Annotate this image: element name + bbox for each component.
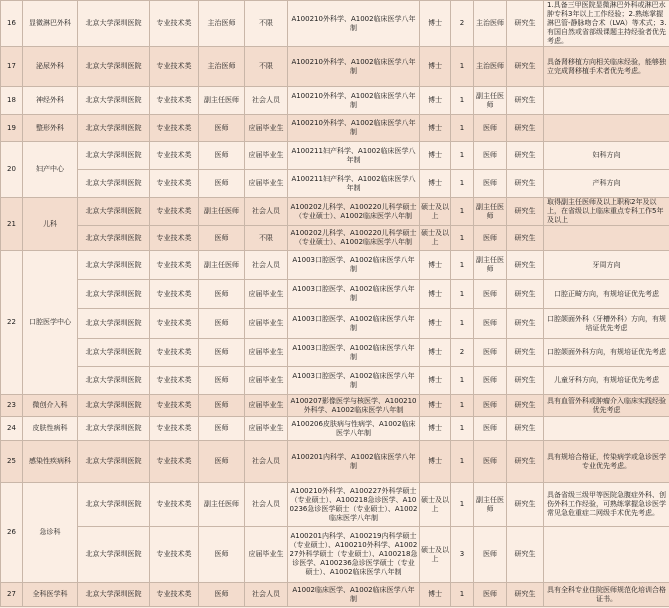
education: 博士 — [420, 309, 451, 339]
headcount: 1 — [451, 226, 474, 251]
headcount: 3 — [451, 527, 474, 583]
department: 儿科 — [23, 198, 78, 251]
rank: 主治医师 — [474, 47, 507, 87]
degree: 研究生 — [507, 47, 544, 87]
headcount: 1 — [451, 441, 474, 483]
applicant-scope: 应届毕业生 — [245, 280, 288, 309]
applicant-scope: 应届毕业生 — [245, 367, 288, 395]
headcount: 1 — [451, 251, 474, 280]
post-title: 副主任医师 — [199, 483, 245, 527]
department: 神经外科 — [23, 87, 78, 115]
requirements — [544, 527, 669, 583]
rank: 医师 — [474, 417, 507, 441]
degree: 研究生 — [507, 395, 544, 417]
employer: 北京大学深圳医院 — [78, 170, 150, 198]
applicant-scope: 不限 — [245, 1, 288, 47]
applicant-scope: 不限 — [245, 47, 288, 87]
applicant-scope: 应届毕业生 — [245, 142, 288, 170]
rank: 医师 — [474, 583, 507, 607]
employer: 北京大学深圳医院 — [78, 339, 150, 367]
requirements: 牙周方向 — [544, 251, 669, 280]
degree: 研究生 — [507, 583, 544, 607]
row-number: 22 — [1, 251, 23, 395]
applicant-scope: 应届毕业生 — [245, 115, 288, 142]
rank: 医师 — [474, 527, 507, 583]
employer: 北京大学深圳医院 — [78, 309, 150, 339]
post-type: 专业技术类 — [150, 527, 199, 583]
headcount: 1 — [451, 115, 474, 142]
row-number: 24 — [1, 417, 23, 441]
applicant-scope: 应届毕业生 — [245, 339, 288, 367]
degree: 研究生 — [507, 527, 544, 583]
headcount: 2 — [451, 339, 474, 367]
degree: 研究生 — [507, 251, 544, 280]
headcount: 1 — [451, 47, 474, 87]
post-type: 专业技术类 — [150, 198, 199, 226]
row-number: 19 — [1, 115, 23, 142]
major: A100210外科学、A1002临床医学八年制 — [288, 115, 420, 142]
degree: 研究生 — [507, 142, 544, 170]
employer: 北京大学深圳医院 — [78, 198, 150, 226]
post-type: 专业技术类 — [150, 583, 199, 607]
requirements — [544, 417, 669, 441]
headcount: 1 — [451, 87, 474, 115]
major: A1003口腔医学、A1002临床医学八年制 — [288, 309, 420, 339]
row-number: 21 — [1, 198, 23, 251]
rank: 医师 — [474, 115, 507, 142]
applicant-scope: 社会人员 — [245, 441, 288, 483]
post-type: 专业技术类 — [150, 47, 199, 87]
employer: 北京大学深圳医院 — [78, 87, 150, 115]
requirements: 具有血管外科或肿瘤介入临床实践经验优先考虑 — [544, 395, 669, 417]
degree: 研究生 — [507, 441, 544, 483]
education: 博士 — [420, 115, 451, 142]
post-type: 专业技术类 — [150, 441, 199, 483]
requirements: 1.具备三甲医院显微淋巴外科或淋巴水肿专科3年以上工作经验；2.熟练掌握淋巴管-静脉吻合术（LVA）等术式；3.有国自然或省部级课题主持经验者优先考虑。 — [544, 1, 669, 47]
post-title: 医师 — [199, 367, 245, 395]
degree: 研究生 — [507, 226, 544, 251]
degree: 研究生 — [507, 198, 544, 226]
degree: 研究生 — [507, 339, 544, 367]
department: 整形外科 — [23, 115, 78, 142]
post-title: 副主任医师 — [199, 87, 245, 115]
headcount: 1 — [451, 367, 474, 395]
post-title: 医师 — [199, 170, 245, 198]
degree: 研究生 — [507, 309, 544, 339]
degree: 研究生 — [507, 170, 544, 198]
rank: 医师 — [474, 395, 507, 417]
row-number: 23 — [1, 395, 23, 417]
requirements: 具备肾移植方向相关临床经验，能够独立完成肾移植手术者优先考虑。 — [544, 47, 669, 87]
post-title: 医师 — [199, 395, 245, 417]
degree: 研究生 — [507, 367, 544, 395]
requirements: 产科方向 — [544, 170, 669, 198]
headcount: 1 — [451, 483, 474, 527]
education: 博士 — [420, 441, 451, 483]
post-title: 医师 — [199, 583, 245, 607]
degree: 研究生 — [507, 417, 544, 441]
post-type: 专业技术类 — [150, 367, 199, 395]
department: 全科医学科 — [23, 583, 78, 607]
employer: 北京大学深圳医院 — [78, 280, 150, 309]
department: 微创介入科 — [23, 395, 78, 417]
requirements: 口腔正畸方向，有规培证优先考虑 — [544, 280, 669, 309]
major: A100210外科学、A1002临床医学八年制 — [288, 87, 420, 115]
major: A100202儿科学、A100220儿科学硕士（专业硕士）、A1002临床医学八年制 — [288, 226, 420, 251]
major: A100207影像医学与核医学、A100210外科学、A1002临床医学八年制 — [288, 395, 420, 417]
rank: 医师 — [474, 339, 507, 367]
rank: 副主任医师 — [474, 87, 507, 115]
post-type: 专业技术类 — [150, 170, 199, 198]
requirements: 妇科方向 — [544, 142, 669, 170]
post-type: 专业技术类 — [150, 339, 199, 367]
headcount: 1 — [451, 417, 474, 441]
rank: 医师 — [474, 441, 507, 483]
employer: 北京大学深圳医院 — [78, 142, 150, 170]
employer: 北京大学深圳医院 — [78, 115, 150, 142]
headcount: 1 — [451, 395, 474, 417]
post-type: 专业技术类 — [150, 309, 199, 339]
employer: 北京大学深圳医院 — [78, 527, 150, 583]
headcount: 1 — [451, 198, 474, 226]
degree: 研究生 — [507, 87, 544, 115]
row-number: 26 — [1, 483, 23, 583]
education: 博士 — [420, 1, 451, 47]
post-title: 主治医师 — [199, 47, 245, 87]
post-title: 医师 — [199, 280, 245, 309]
education: 博士 — [420, 395, 451, 417]
major: A100210外科学、A100227外科学硕士（专业硕士）、A100218急诊医学、A100236急诊医学硕士（专业硕士）、A1002临床医学八年制 — [288, 483, 420, 527]
post-title: 医师 — [199, 142, 245, 170]
post-type: 专业技术类 — [150, 395, 199, 417]
requirements — [544, 115, 669, 142]
education: 博士 — [420, 170, 451, 198]
major: A1003口腔医学、A1002临床医学八年制 — [288, 339, 420, 367]
rank: 医师 — [474, 142, 507, 170]
row-number: 17 — [1, 47, 23, 87]
degree: 研究生 — [507, 115, 544, 142]
rank: 医师 — [474, 367, 507, 395]
employer: 北京大学深圳医院 — [78, 226, 150, 251]
row-number: 16 — [1, 1, 23, 47]
requirements: 具有规培合格证，传染病学或急诊医学专业优先考虑。 — [544, 441, 669, 483]
rank: 医师 — [474, 280, 507, 309]
applicant-scope: 应届毕业生 — [245, 527, 288, 583]
applicant-scope: 不限 — [245, 226, 288, 251]
major: A1003口腔医学、A1002临床医学八年制 — [288, 367, 420, 395]
employer: 北京大学深圳医院 — [78, 1, 150, 47]
headcount: 1 — [451, 142, 474, 170]
post-type: 专业技术类 — [150, 115, 199, 142]
major: A1002临床医学、A1002临床医学八年制 — [288, 583, 420, 607]
post-title: 主治医师 — [199, 1, 245, 47]
employer: 北京大学深圳医院 — [78, 395, 150, 417]
applicant-scope: 社会人员 — [245, 87, 288, 115]
education: 硕士及以上 — [420, 198, 451, 226]
education: 硕士及以上 — [420, 527, 451, 583]
department: 口腔医学中心 — [23, 251, 78, 395]
requirements: 具有全科专业住院医师规范化培训合格证书。 — [544, 583, 669, 607]
major: A100211妇产科学、A1002临床医学八年制 — [288, 170, 420, 198]
applicant-scope: 社会人员 — [245, 483, 288, 527]
education: 博士 — [420, 251, 451, 280]
post-type: 专业技术类 — [150, 1, 199, 47]
major: A100211妇产科学、A1002临床医学八年制 — [288, 142, 420, 170]
education: 博士 — [420, 142, 451, 170]
post-type: 专业技术类 — [150, 280, 199, 309]
requirements: 取得副主任医师及以上职称2年及以上，在省级以上临床重点专科工作5年及以上 — [544, 198, 669, 226]
education: 博士 — [420, 87, 451, 115]
education: 硕士及以上 — [420, 483, 451, 527]
table-body — [1, 1, 669, 607]
education: 博士 — [420, 417, 451, 441]
rank: 医师 — [474, 309, 507, 339]
requirements: 具备省级三级甲等医院急腹症外科、创伤外科工作经验，可熟练掌握急诊医学常见急危重症二网级手术优先考虑。 — [544, 483, 669, 527]
post-title: 医师 — [199, 417, 245, 441]
headcount: 1 — [451, 170, 474, 198]
degree: 研究生 — [507, 1, 544, 47]
applicant-scope: 应届毕业生 — [245, 309, 288, 339]
post-type: 专业技术类 — [150, 226, 199, 251]
row-number: 18 — [1, 87, 23, 115]
major: A1003口腔医学、A1002临床医学八年制 — [288, 251, 420, 280]
education: 硕士及以上 — [420, 226, 451, 251]
applicant-scope: 社会人员 — [245, 251, 288, 280]
education: 博士 — [420, 339, 451, 367]
post-type: 专业技术类 — [150, 483, 199, 527]
post-title: 医师 — [199, 339, 245, 367]
post-title: 副主任医师 — [199, 251, 245, 280]
major: A100206皮肤病与性病学、A1002临床医学八年制 — [288, 417, 420, 441]
education: 博士 — [420, 583, 451, 607]
employer: 北京大学深圳医院 — [78, 441, 150, 483]
row-number: 25 — [1, 441, 23, 483]
major: A100201内科学、A100219内科学硕士（专业硕士）、A100210外科学、A100227外科学硕士（专业硕士）、A100218急诊医学、A100236急诊医学硕士（专业硕士）、A1002临床医学八年制 — [288, 527, 420, 583]
employer: 北京大学深圳医院 — [78, 583, 150, 607]
education: 博士 — [420, 47, 451, 87]
applicant-scope: 应届毕业生 — [245, 170, 288, 198]
headcount: 1 — [451, 583, 474, 607]
major: A100202儿科学、A100220儿科学硕士（专业硕士）、A1002临床医学八年制 — [288, 198, 420, 226]
rank: 医师 — [474, 170, 507, 198]
employer: 北京大学深圳医院 — [78, 367, 150, 395]
requirements: 儿童牙科方向，有规培证优先考虑 — [544, 367, 669, 395]
headcount: 1 — [451, 309, 474, 339]
post-type: 专业技术类 — [150, 87, 199, 115]
applicant-scope: 社会人员 — [245, 198, 288, 226]
major: A100201内科学、A1002临床医学八年制 — [288, 441, 420, 483]
employer: 北京大学深圳医院 — [78, 47, 150, 87]
requirements: 口腔颌面外科方向，有规培证优先考虑 — [544, 339, 669, 367]
education: 博士 — [420, 280, 451, 309]
post-title: 医师 — [199, 115, 245, 142]
major: A1003口腔医学、A1002临床医学八年制 — [288, 280, 420, 309]
post-type: 专业技术类 — [150, 142, 199, 170]
post-title: 医师 — [199, 441, 245, 483]
department: 感染性疾病科 — [23, 441, 78, 483]
rank: 副主任医师 — [474, 251, 507, 280]
employer: 北京大学深圳医院 — [78, 483, 150, 527]
row-number: 27 — [1, 583, 23, 607]
post-title: 医师 — [199, 226, 245, 251]
major: A100210外科学、A1002临床医学八年制 — [288, 47, 420, 87]
requirements — [544, 226, 669, 251]
headcount: 1 — [451, 280, 474, 309]
rank: 医师 — [474, 226, 507, 251]
post-title: 医师 — [199, 309, 245, 339]
education: 博士 — [420, 367, 451, 395]
major: A100210外科学、A1002临床医学八年制 — [288, 1, 420, 47]
employer: 北京大学深圳医院 — [78, 251, 150, 280]
employer: 北京大学深圳医院 — [78, 417, 150, 441]
rank: 副主任医师 — [474, 198, 507, 226]
department: 皮肤性病科 — [23, 417, 78, 441]
requirements — [544, 87, 669, 115]
post-title: 医师 — [199, 527, 245, 583]
applicant-scope: 社会人员 — [245, 583, 288, 607]
degree: 研究生 — [507, 483, 544, 527]
applicant-scope: 应届毕业生 — [245, 395, 288, 417]
rank: 副主任医师 — [474, 483, 507, 527]
headcount: 2 — [451, 1, 474, 47]
rank: 主治医师 — [474, 1, 507, 47]
department: 泌尿外科 — [23, 47, 78, 87]
post-title: 副主任医师 — [199, 198, 245, 226]
requirements: 口腔颌面外科（牙槽外科）方向，有规培证优先考虑 — [544, 309, 669, 339]
degree: 研究生 — [507, 280, 544, 309]
post-type: 专业技术类 — [150, 417, 199, 441]
department: 急诊科 — [23, 483, 78, 583]
post-type: 专业技术类 — [150, 251, 199, 280]
row-number: 20 — [1, 142, 23, 198]
applicant-scope: 应届毕业生 — [245, 417, 288, 441]
department: 妇产中心 — [23, 142, 78, 198]
department: 显微淋巴外科 — [23, 1, 78, 47]
